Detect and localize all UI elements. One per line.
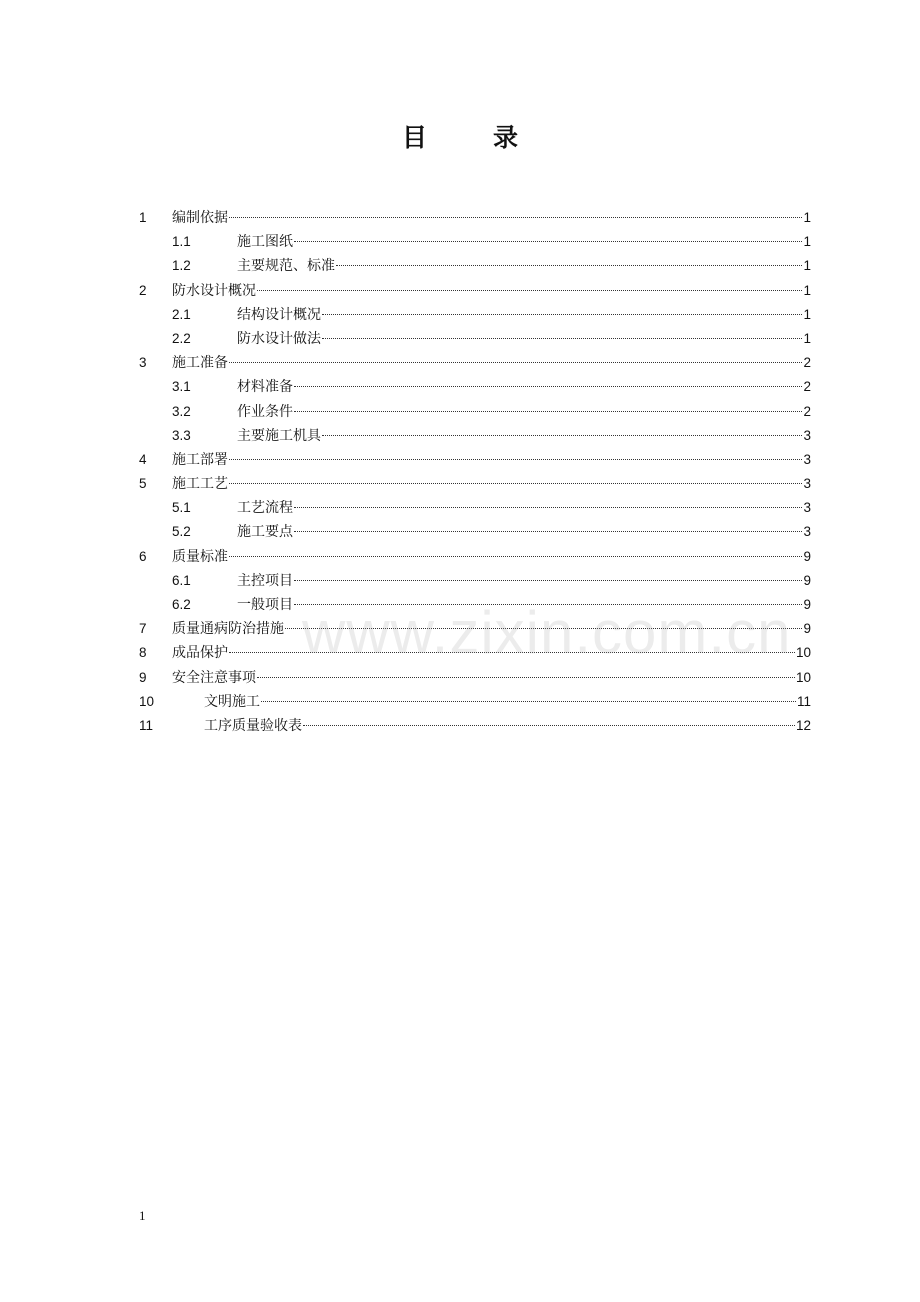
toc-entry-number: 6.2 <box>172 597 191 612</box>
dot-leader <box>303 725 795 726</box>
toc-entry-page: 3 <box>803 524 811 540</box>
toc-entry-page: 1 <box>803 258 811 274</box>
toc-entry[interactable] <box>139 375 811 399</box>
toc-entry-page: 3 <box>803 451 811 467</box>
dot-leader <box>294 411 802 412</box>
toc-entry-page: 9 <box>803 597 811 612</box>
dot-leader <box>322 435 802 436</box>
toc-entry-label: 主控项目 <box>237 572 293 589</box>
toc-entry[interactable] <box>139 327 811 351</box>
footer-page-number: 1 <box>139 1208 146 1223</box>
toc-entry-number: 2.1 <box>172 306 191 322</box>
dot-leader <box>294 531 802 532</box>
toc-entry-page: 2 <box>803 355 811 371</box>
dot-leader <box>322 314 802 315</box>
toc-entry-number: 2 <box>139 282 147 298</box>
toc-entry-number: 4 <box>139 451 147 467</box>
toc-entry-label: 施工图纸 <box>237 234 293 251</box>
dot-leader <box>322 338 802 339</box>
toc-entry-page: 2 <box>803 403 811 419</box>
toc-entry[interactable] <box>139 617 811 641</box>
toc-entry[interactable] <box>139 254 811 278</box>
toc-entry-number: 6 <box>139 548 147 564</box>
toc-entry-page: 1 <box>803 330 811 346</box>
toc-entry-number: 3.3 <box>172 427 191 443</box>
toc-entry-page: 10 <box>795 645 811 661</box>
toc-entry-label: 作业条件 <box>237 403 293 420</box>
toc-entry-page: 3 <box>803 427 811 443</box>
toc-entry-label: 质量通病防治措施 <box>172 621 284 638</box>
toc-entry-number: 5.2 <box>172 524 191 540</box>
toc-entry-page: 1 <box>803 210 811 225</box>
toc-entry[interactable] <box>139 520 811 544</box>
toc-entry[interactable] <box>139 424 811 448</box>
toc-entry-number: 5 <box>139 476 147 492</box>
title-char-1: 目 <box>401 123 427 152</box>
toc-entry[interactable] <box>139 206 811 230</box>
toc-entry-label: 编制依据 <box>172 210 228 226</box>
toc-entry-label: 工序质量验收表 <box>204 717 302 734</box>
toc-entry-page: 3 <box>803 476 811 492</box>
toc-entry-label: 成品保护 <box>172 645 228 662</box>
toc-entry[interactable] <box>139 593 811 617</box>
toc-entry-label: 结构设计概况 <box>237 306 321 323</box>
toc-entry[interactable] <box>139 351 811 375</box>
toc-entry[interactable] <box>139 714 811 738</box>
dot-leader <box>294 386 802 387</box>
page-title <box>0 118 920 154</box>
dot-leader <box>294 604 802 605</box>
toc-entry[interactable] <box>139 641 811 665</box>
toc-entry-label: 一般项目 <box>237 597 293 613</box>
toc-entry-page: 1 <box>803 306 811 322</box>
toc-entry[interactable] <box>139 545 811 569</box>
toc-entry-page: 1 <box>803 282 811 298</box>
toc-entry-number: 1 <box>139 210 147 225</box>
toc-entry[interactable] <box>139 690 811 714</box>
toc-entry[interactable] <box>139 303 811 327</box>
toc-entry-page: 12 <box>795 717 811 733</box>
dot-leader <box>229 459 802 460</box>
toc-entry-label: 施工要点 <box>237 524 293 541</box>
toc-entry-number: 5.1 <box>172 500 191 516</box>
toc-entry-number: 6.1 <box>172 572 191 588</box>
toc-entry-number: 3 <box>139 355 147 371</box>
toc-entry-label: 施工工艺 <box>172 476 228 493</box>
dot-leader <box>294 580 802 581</box>
toc-entry-page: 10 <box>795 669 811 685</box>
toc-entry-label: 防水设计做法 <box>237 330 321 347</box>
toc-entry-page: 1 <box>803 234 811 250</box>
toc-entry-label: 工艺流程 <box>237 500 293 517</box>
toc-entry-number: 10 <box>139 693 155 709</box>
toc-entry[interactable] <box>139 279 811 303</box>
toc-entry-number: 3.1 <box>172 379 191 395</box>
dot-leader <box>294 507 802 508</box>
toc-entry-page: 9 <box>803 572 811 588</box>
dot-leader <box>261 701 796 702</box>
dot-leader <box>294 241 802 242</box>
toc-entry[interactable] <box>139 400 811 424</box>
toc-entry-number: 2.2 <box>172 330 191 346</box>
toc-entry[interactable] <box>139 472 811 496</box>
dot-leader <box>229 483 802 484</box>
dot-leader <box>285 628 802 629</box>
toc-entry-label: 主要施工机具 <box>237 427 321 444</box>
table-of-contents <box>139 206 811 738</box>
dot-leader <box>229 652 795 653</box>
toc-entry-label: 施工部署 <box>172 451 228 468</box>
toc-entry-label: 防水设计概况 <box>172 282 256 299</box>
toc-entry-number: 11 <box>139 717 154 733</box>
toc-entry-number: 8 <box>139 645 147 661</box>
toc-entry-number: 9 <box>139 669 147 685</box>
toc-entry-label: 安全注意事项 <box>172 669 256 686</box>
title-char-2: 录 <box>493 123 519 152</box>
toc-entry-label: 主要规范、标准 <box>237 258 335 275</box>
toc-entry-number: 3.2 <box>172 403 191 419</box>
watermark: www.zixin.com.cn <box>302 599 792 666</box>
dot-leader <box>336 265 802 266</box>
toc-entry-number: 1.1 <box>172 234 191 250</box>
toc-entry[interactable] <box>139 569 811 593</box>
toc-entry[interactable] <box>139 496 811 520</box>
dot-leader <box>229 556 802 557</box>
toc-entry-page: 3 <box>803 500 811 516</box>
toc-entry-page: 11 <box>796 693 811 709</box>
toc-entry-label: 质量标准 <box>172 548 228 565</box>
toc-entry-number: 1.2 <box>172 258 191 274</box>
toc-entry[interactable] <box>139 448 811 472</box>
toc-entry-number: 7 <box>139 621 147 637</box>
toc-entry-label: 材料准备 <box>237 379 293 396</box>
toc-entry-page: 9 <box>803 621 811 637</box>
dot-leader <box>229 217 802 218</box>
toc-entry-page: 2 <box>803 379 811 395</box>
toc-entry[interactable] <box>139 230 811 254</box>
toc-entry-page: 9 <box>803 548 811 564</box>
dot-leader <box>229 362 802 363</box>
toc-entry[interactable] <box>139 666 811 690</box>
toc-entry-label: 施工准备 <box>172 355 228 372</box>
toc-entry-label: 文明施工 <box>204 693 260 710</box>
dot-leader <box>257 290 802 291</box>
dot-leader <box>257 677 795 678</box>
